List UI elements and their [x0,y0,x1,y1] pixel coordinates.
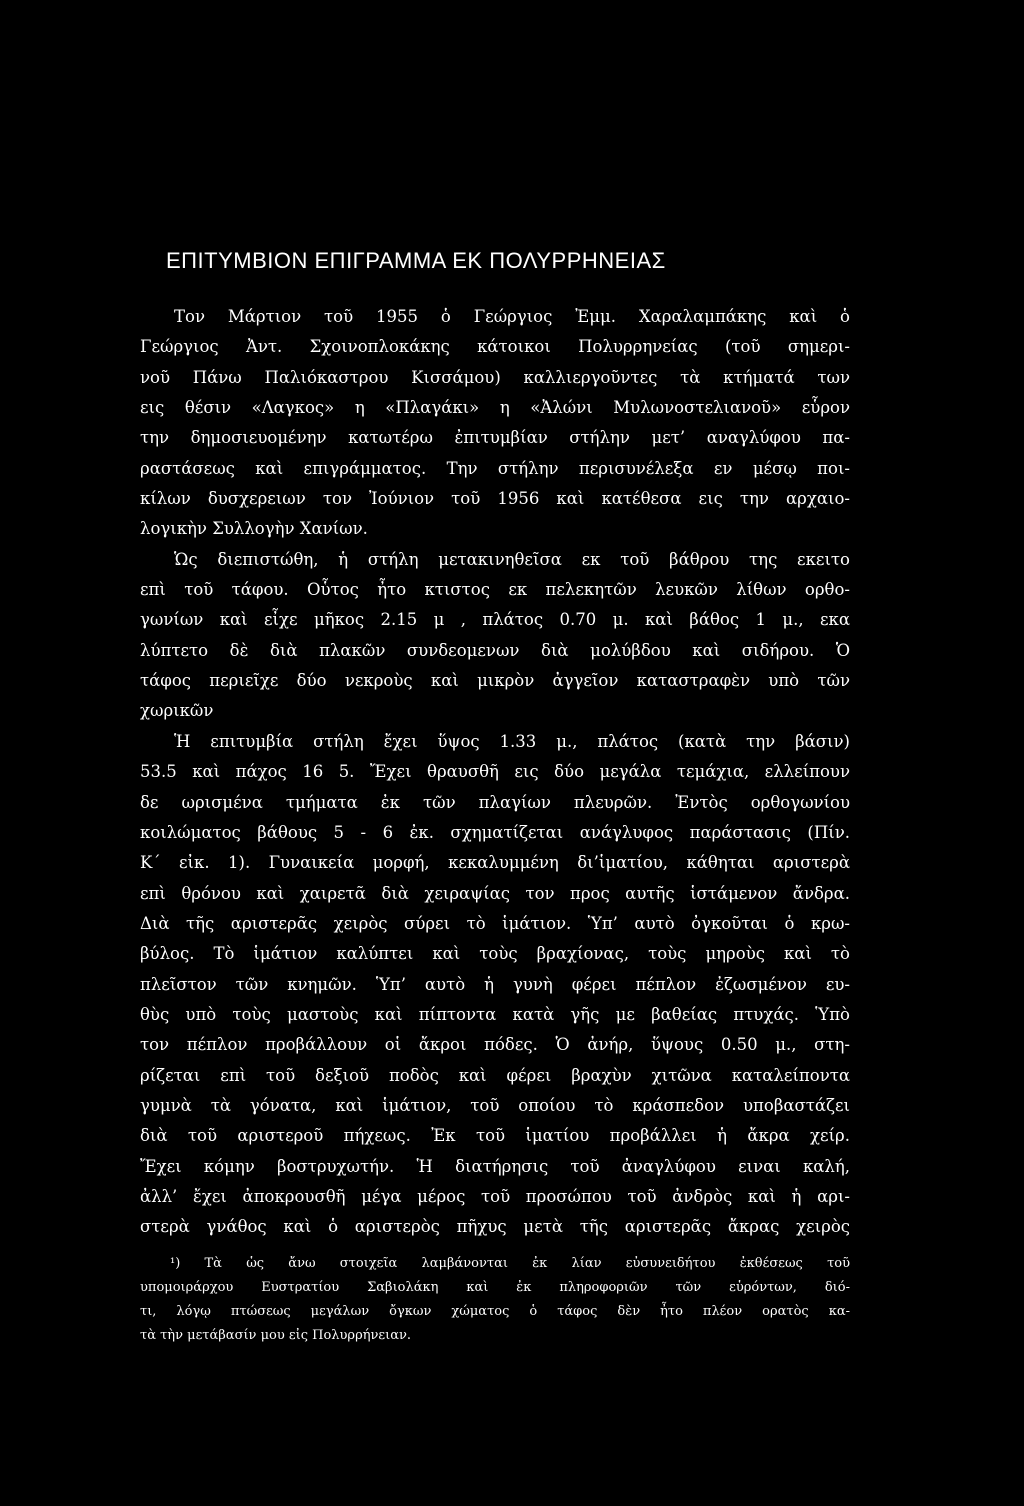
body-line: γυμνὰ τὰ γόνατα, καὶ ἱμάτιον, τοῦ οποίου τὸ κράσπεδον υποβαστάζει [140,1095,850,1115]
body-line: διὰ τοῦ αριστεροῦ πήχεως. Ἐκ τοῦ ἱματίου προβάλλει ἡ ἄκρα χείρ. [140,1126,850,1146]
body-line: ἀλλ’ ἔχει ἀποκρουσθῆ μέγα μέρος τοῦ προσώπου τοῦ ἀνδρὸς καὶ ἡ αρι- [140,1186,850,1206]
body-line: βύλος. Τὸ ἱμάτιον καλύπτει καὶ τοὺς βραχίονας, τοὺς μηροὺς καὶ τὸ [140,944,850,964]
body-line: Τον Μάρτιον τοῦ 1955 ὁ Γεώργιος Ἐμμ. Χαραλαμπάκης καὶ ὁ [174,307,850,326]
body-line: λογικὴν Συλλογὴν Χανίων. [140,519,368,539]
body-line: Ἔχει κόμην βοστρυχωτήν. Ἡ διατήρησις τοῦ ἀναγλύφου ειναι καλή, [140,1156,850,1176]
body-line: νοῦ Πάνω Παλιόκαστρου Κισσάμου) καλλιεργοῦντες τὰ κτήματά των [140,367,850,387]
body-line: πλεῖστον τῶν κνημῶν. Ὑπ’ αυτὸ ἡ γυνὴ φέρει πέπλον ἐζωσμένον ευ- [140,974,850,994]
body-line: στερὰ γνάθος καὶ ὁ αριστερὸς πῆχυς μετὰ τῆς αριστερᾶς ἄκρας χειρὸς [140,1217,850,1237]
body-line: Διὰ τῆς αριστερᾶς χειρὸς σύρει τὸ ἱμάτιον. Ὑπ’ αυτὸ ὀγκοῦται ὁ κρω- [140,913,850,933]
body-line: την δημοσιευομένην κατωτέρω ἐπιτυμβίαν στήλην μετ’ αναγλύφου πα- [140,428,850,448]
body-line: Κ΄ εἰκ. 1). Γυναικεία μορφή, κεκαλυμμένη δι’ἱματίου, κάθηται αριστερὰ [140,853,850,873]
body-line: δε ωρισμένα τμήματα ἐκ τῶν πλαγίων πλευρῶν. Ἐντὸς ορθογωνίου [140,792,850,812]
body-line: Ἡ επιτυμβία στήλη ἔχει ὕψος 1.33 μ., πλάτος (κατὰ την βάσιν) [174,731,850,751]
body-line: ρίζεται επὶ τοῦ δεξιοῦ ποδὸς καὶ φέρει βραχὺν χιτῶνα καταλείποντα [140,1065,850,1085]
body-line: κίλων δυσχερειων τον Ἰούνιον τοῦ 1956 καὶ κατέθεσα εις την αρχαιο- [140,489,850,509]
footnote [140,1252,850,1348]
footnote-line: τι, λόγῳ πτώσεως μεγάλων ὄγκων χώματος ὁ τάφος δὲν ἦτο πλέον ορατὸς κα- [140,1304,850,1319]
body-line: χωρικῶν [140,701,214,721]
footnote-line: ¹) Τὰ ὡς ἄνω στοιχεῖα λαμβάνονται ἐκ λίαν εὐσυνειδήτου ἐκθέσεως τοῦ [170,1256,850,1271]
body-line: ραστάσεως καὶ επιγράμματος. Την στήλην περισυνέλεξα εν μέσῳ ποι- [140,458,850,478]
body-line: επὶ τοῦ τάφου. Οὗτος ἦτο κτιστος εκ πελεκητῶν λευκῶν λίθων ορθο- [140,580,850,600]
body-line: Ὡς διεπιστώθη, ἡ στήλη μετακινηθεῖσα εκ τοῦ βάθρου της εκειτο [174,549,850,569]
body-line: γωνίων καὶ εἶχε μῆκος 2.15 μ , πλάτος 0.70 μ. καὶ βάθος 1 μ., εκα [140,610,850,630]
footnote-line: τὰ τὴν μετάβασίν μου εἰς Πολυρρήνειαν. [140,1328,412,1343]
body-line: εις θέσιν «Λαγκος» η «Πλαγάκι» η «Ἀλώνι Μυλωνοστελιανοῦ» εὗρον [140,398,850,418]
body-line: τάφος περιεῖχε δύο νεκροὺς καὶ μικρὸν ἀγγεῖον καταστραφὲν υπὸ τῶν [140,671,850,691]
body-line: επὶ θρόνου καὶ χαιρετᾶ διὰ χειραψίας τον προς αυτῆς ἱστάμενον ἄνδρα. [140,883,850,903]
body-line: Γεώργιος Ἀντ. Σχοινοπλοκάκης κάτοικοι Πολυρρηνείας (τοῦ σημερι- [140,337,850,357]
body-line: κοιλώματος βάθους 5 - 6 ἐκ. σχηματίζεται ανάγλυφος παράστασις (Πίν. [140,822,850,842]
body-text [140,302,850,1243]
footnote-line: υπομοιράρχου Ευστρατίου Σαβιολάκη καὶ ἐκ πληροφοριῶν τῶν εὑρόντων, διό- [140,1280,850,1295]
body-line: θὺς υπὸ τοὺς μαστοὺς καὶ πίπτοντα κατὰ γῆς με βαθείας πτυχάς. Ὑπὸ [140,1004,850,1024]
body-line: λύπτετο δὲ διὰ πλακῶν συνδεομενων διὰ μολύβδου καὶ σιδήρου. Ὁ [140,640,850,660]
document-title: ΕΠΙΤΥΜΒΙΟΝ ΕΠΙΓΡΑΜΜΑ ΕΚ ΠΟΛΥΡΡΗΝΕΙΑΣ [166,248,666,273]
body-line: 53.5 καὶ πάχος 16 5. Ἔχει θραυσθῆ εις δύο μεγάλα τεμάχια, ελλείπουν [140,762,850,782]
body-line: τον πέπλον προβάλλουν οἱ ἄκροι πόδες. Ὁ ἀνήρ, ὕψους 0.50 μ., στη- [140,1035,850,1055]
